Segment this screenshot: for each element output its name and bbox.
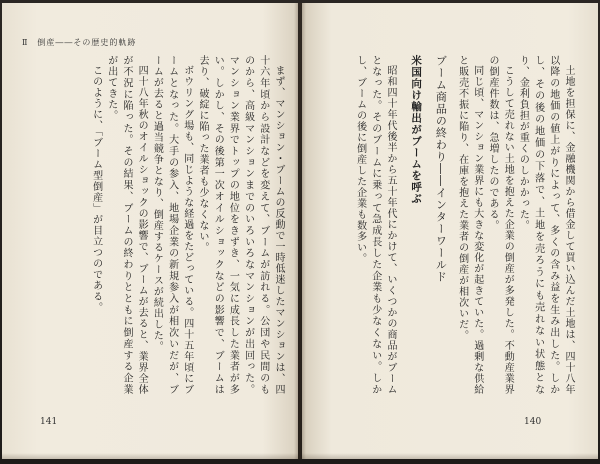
paragraph: 同じ頃、マンション業界にも大きな変化が起きていた。過剰な供給と販売不振に陥り、在庫を抱えた業者の倒産が相次いだ。 [456,55,483,395]
paragraph: こうして売れない土地を抱えた企業の倒産が多発した。不動産業界の倒産件数は、急増したのである。 [486,55,514,395]
right-page [302,3,598,459]
page-number: 141 [40,417,58,427]
paragraph: まず、マンション・ブームの反動で一時低迷したマンションは、四十六年頃から設計などを変えて、ブームが訪れる。公団や民間のものから、高級マンションまでのいろいろなマンションが出回った。マンション業界でトップの地位をきずき、一気に成長した業者が多い。しかし、その後第一次オイルショックなどの影響で、ブームは去り、破綻に陥った業者も少なくない。 [196,55,284,395]
book-gutter [294,3,306,459]
page-number: 140 [524,417,542,427]
paragraph: 昭和四十年代後半から五十年代にかけて、いくつかの商品がブームとなった。そのブームに乗って急成長した企業も少なくない。しかし、ブームの後に倒産した企業も数多い。 [354,55,396,395]
paragraph: ボウリング場も、同じような経過をたどっている。四十五年頃にブームとなった。大手の参入、地場企業の新規参入が相次いだが、ブームが去ると過当競争となり、倒産するケースが続出した。 [151,55,193,395]
left-page [2,3,298,459]
left-page-body [24,55,286,395]
running-head: Ⅱ 倒産――その歴史的軌跡 [22,38,137,47]
paragraph: このように、「ブーム型倒産」が目立つのである。 [90,65,102,313]
paragraph: 土地を担保に、金融機関から借金して買い込んだ土地は、四十八年以降の地価の値上がりによって、多くの含み益を生み出した。しかし、その後の地価の下落で、土地を売ろうにも売れない状態となり、金利負担が重くのしかかった。 [517,55,574,395]
page-edge-shadow [2,453,298,459]
paragraph: 四十八年秋のオイルショックの影響で、ブームが去ると、業界全体が不況に陥った。その結果、ブームの終わりとともに倒産する企業が出てきた。 [105,55,148,395]
subheading: 米国向け輸出がブームを呼ぶ [410,55,423,205]
section-heading: ブーム商品の終わり――インターワールド [434,55,448,283]
page-edge-shadow [302,453,598,459]
right-page-body [314,55,576,395]
